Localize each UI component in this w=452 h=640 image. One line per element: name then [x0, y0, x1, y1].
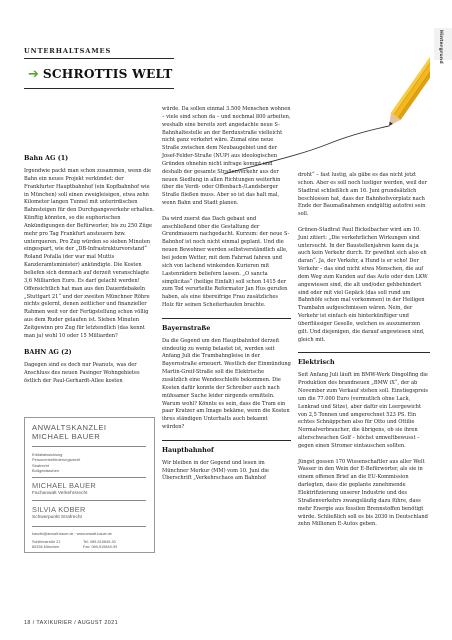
title-text: SCHROTTIS WELT: [42, 67, 173, 81]
page-footer: 18 / TAXIKURIER / AUGUST 2021: [24, 620, 118, 626]
heading-elektrisch: Elektrisch: [298, 358, 335, 367]
paragraph: droht“ – fast lustig, als gäbe es das nicht jetzt schon. Aber es soll noch lustiger werden, weil der Stadtrat schließlich am 16. Juni grundsätzlich beschlossen hat, dass der Bahnhofsvorplatz nach Ende der Baumaßnahmen endgültig autofrei sein soll.: [298, 172, 427, 218]
ad-specialties: [32, 452, 80, 474]
paragraph: Jüngst gossen 170 Wissenschaftler aus aller Welt Wasser in den Wein der E-Befürworter, als sie in einem offenen Brief an die EU-Kommission darlegten, dass die geplante zunehmende Elektrifizierung unserer Industrie und des Straßenverkehrs zwangsläufig dazu führe, dass mehr Energie aus fossilen Brennstoffen benötigt würde. Schließlich soll es bis 2030 in Deutschland zehn Millionen E-Autos geben.: [298, 458, 428, 528]
side-tab-label: Hintergrund: [438, 30, 443, 64]
ad-phone[interactable]: Tel: 089-515849-30: [83, 540, 116, 544]
ad-specialty: Erbfallabwicklung: [32, 452, 63, 457]
ad-address-city: 80336 München: [32, 545, 60, 549]
ad-person-1-name: MICHAEL BAUER: [32, 481, 96, 490]
paragraph: würde. Da sollen einmal 3.500 Menschen wohnen – viele sind schon da – und nochmal 800 arbeiten, weshalb eine bereits zort angedachte neue S-Bahnhaltestelle an der Berduxstraße vielleicht nicht ganz verkehrt wäre. Zumal eine neue Straße zwischen dem Neubaugebiet und der Josef-Felder-Straße (NUP) aus ideologischen Gründen ohnehin nicht infrage kommt und deshalb der gesamte Straßenverkehr aus der neuen Siedlung in allen Richtungen weiterhin über die Verdi- oder Offenbach-/Landsberger Straße fließen muss. Aber so ist das halt mal, wenn Bahn und Stadt planen.: [162, 106, 291, 207]
column-2: [162, 106, 291, 483]
subhead-rule: [298, 352, 430, 353]
subhead-rule: [162, 318, 291, 319]
arrow-right-icon: ➔: [28, 66, 39, 82]
ad-anwaltskanzlei: [24, 417, 155, 553]
subhead-rule: [162, 440, 291, 441]
pencil-body: [384, 34, 430, 130]
ad-specialty: Strafrecht: [32, 462, 49, 468]
ad-specialty: Bußgeldsachen: [32, 468, 60, 474]
paragraph: Dagegen sind es doch nur Peanuts, was der Anschluss des neuen Pasinger Wohngebietes östlich der Paul-Gerhardt-Allee kosten: [24, 362, 140, 385]
ad-web-email[interactable]: kanzlei@anwalt-bauer.de · www.anwalt-bauer.de: [32, 532, 112, 536]
paragraph: Da wird zuerst das Dach gebaut und anschließend über die Gestaltung der Grundmauern nachgedacht. Kurzum: der neue S-Bahnhof ist noch nicht einmal geplant. Und die neuen Bewohner werden selbstverständlich alle, bei jedem Wetter, mit dem Fahrrad fahren und sich von lachend winkenden Kurieren mit Lastenrädern beliefern lassen. „O sancta simplicitas“ (heilige Einfalt) soll schon 1415 der zum Tod verurteilte Reformator Jan Hus gerufen haben, als eine übereifrige Frau zusätzliches Holz für seinen Scheiterhaufen brachte.: [162, 215, 290, 309]
heading-bahn-ag-2: BAHN AG (2): [24, 348, 72, 357]
heading-bayernstrasse: Bayernstraße: [162, 323, 211, 332]
ad-specialty: Personenbeförderungsrecht: [32, 457, 81, 463]
ad-address-street: Schillerstraße 21: [32, 540, 61, 544]
ad-phone-fax: [83, 540, 117, 550]
paragraph: Da die Gegend um den Hauptbahnhof derzeit eindeutig zu wenig belastet ist, werden seit Anfang Juli die Trambahngleise in der Bayernstraße erneuert. Westlich der Einmündung Martin-Greif-Straße soll die Elektrische zusätzlich eine Wendeschleife bekommen. Die Kosten dafür konnte der Schreiber auch nach mühsamer Suche leider nirgends ermitteln. Warum wohl? Könnte es sein, dass die Tram ein paar Kratzer am Image bekäme, wenn die Kosten ihres ständigen Unterhalts auch bekannt würden?: [162, 337, 291, 431]
ad-divider: [32, 500, 146, 501]
ad-firm-name: [32, 424, 107, 441]
column-3: [298, 172, 430, 529]
ad-divider: [32, 526, 146, 527]
ad-person-2-role: Schwerpunkt Strafrecht: [32, 515, 82, 520]
ad-person-1-role: Fachanwalt Verkehrsrecht: [32, 491, 88, 496]
section-underline: [24, 58, 174, 59]
paragraph: Irgendwie packt man schon zusammen, wenn die Bahn ein neues Projekt verkündet: der Frankfurter Hauptbahnhof (ein Kopfbahnhof wie in München) soll einen zweigleisigen, etwa zehn Kilometer langen Tunnel mit unterirdischen Bahnsteigen für den Durchgangsverkehr erhalten. Künftig könnten, so die euphorischen Ankündigungen der Befürworter, bis zu 250 Züge mehr pro Tag Frankfurt ansteuern bzw. unterqueren. Pro Zug würden so sieben Minuten eingespart, wie der „DB-Infrastrukturvorstand“ Roland Pofalla (der war mal Muttis Kanzleramtsminister) ankündigte. Die Kosten beliefen sich demnach auf derzeit veranschlagte 3,6 Milliarden Euro. Es darf gelacht werden! Offensichtlich hat man aus den Dauerdebakeln „Stuttgart 21“ und der zweiten Münchner Röhre nichts gelernt, denen zeitlicher und finanzieller Rahmen weit vor der Fertigstellung schon völlig aus dem Ruder gelaufen ist. Sieben Minuten Zeitgewinn pro Zug für letztendlich (das kennt man ja) wohl 10 oder 15 Milliarden?: [24, 168, 155, 339]
section-label: UNTERHALTSAMES: [24, 47, 112, 55]
column-1: [24, 154, 155, 386]
ad-divider: [32, 446, 146, 447]
ad-firm-line-1: ANWALTSKANZLEI: [32, 423, 107, 432]
title-underline: [24, 88, 174, 89]
side-tab: [434, 28, 452, 64]
article-title: [28, 67, 173, 81]
heading-bahn-ag-1: Bahn AG (1): [24, 154, 69, 162]
ad-address: [32, 540, 61, 550]
ad-fax: Fax: 089-515849-99: [83, 545, 118, 549]
ad-person-2-name: SILVIA KOBER: [32, 505, 86, 514]
ad-divider: [32, 477, 146, 478]
paragraph: Grünen-Stadtrat Paul Bickelbacher wird am 10. Juni zitiert: „Die verkehrlichen Wirkungen sind untersucht. In der Baustellenjahren kann da ja auch kein Verkehr durch. Er gewöhnt sich also eh daran“. Ja, der Verkehr, a Hund is er scho! Der Verkehr – das sind nicht etwa Menschen, die auf dem Weg zum Kunden auf das Auto oder den LKW angewiesen sind, die alt und/oder gehbehindert sind oder mit viel Gepäck (das soll rund um Bahnhöfe schon mal vorkommen) in der Heiligen Trambahn aufgeschmissen wären. Nein, der Verkehr ist einfach ein hinterkünftiger und überflüssiger Geselle, welchen es auszumerzen gilt. Und diejenigen, die darauf angewiesen sind, gleich mit.: [298, 226, 428, 343]
paragraph: Seit Anfang Juli läuft im BMW-Werk Dingolfing die Produktion des brandneuen „BMW iX“, der ab November zum Verkauf stehen soll. Einstiegspreis um die 77.000 Euro (vermutlich ohne Lack, Lenkrad und Sitze), aber dafür ein Leergewicht von 2,5 Tonnen und umgerechnet 523 PS. Ein echtes Schnäppchen also für Otto und Ottilie Normalverbraucher, die übrigens, ob sie ihren alterschwachen Golf – höchst umweltbewusst – gegen einen Stromer eintauschen sollten.: [298, 372, 428, 449]
paragraph: Wir bleiben in der Gegend und lesen im Münchner Merkur (MM) vom 10. Juni die Überschrift „Verkehrschaos am Bahnhof: [162, 459, 269, 482]
heading-hauptbahnhof: Hauptbahnhof: [162, 445, 214, 454]
ad-firm-line-2: MICHAEL BAUER: [32, 431, 101, 441]
